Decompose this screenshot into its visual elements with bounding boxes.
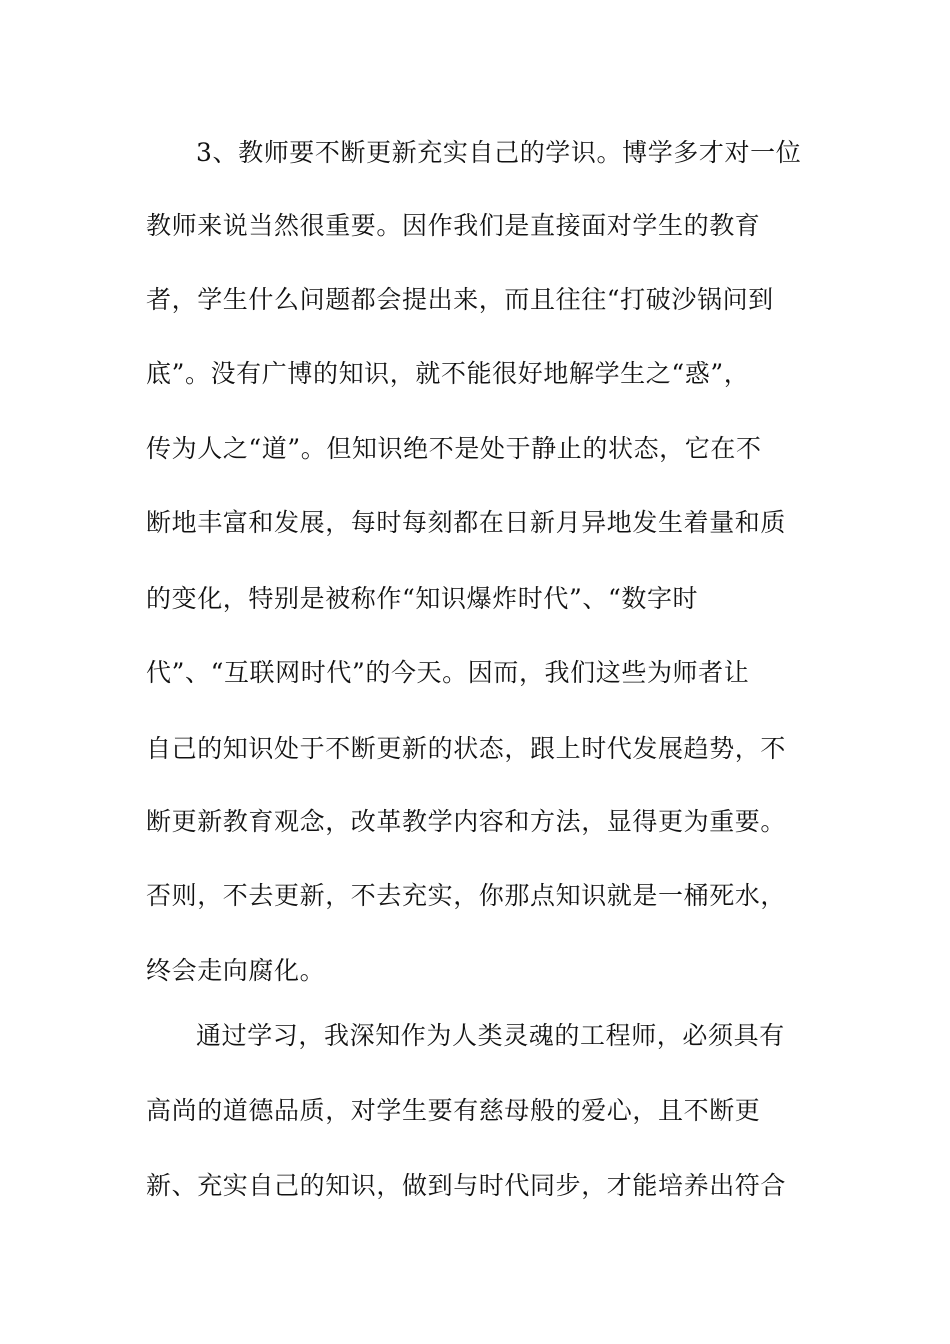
- text-line: 通过学习，我深知作为人类灵魂的工程师，必须具有: [196, 1021, 785, 1050]
- text-line: 新、充实自己的知识，做到与时代同步，才能培养出符合: [146, 1171, 787, 1200]
- text-line: 3、教师要不断更新充实自己的学识。博学多才对一位: [196, 138, 802, 167]
- text-line: 高尚的道德品质，对学生要有慈母般的爱心，且不断更: [146, 1096, 761, 1125]
- text-line: 的变化，特别是被称作“知识爆炸时代”、“数字时: [146, 584, 699, 613]
- text-line: 代”、“互联网时代”的今天。因而，我们这些为师者让: [146, 658, 750, 687]
- text-line: 教师来说当然很重要。因作我们是直接面对学生的教育: [146, 211, 761, 240]
- text-line: 自己的知识处于不断更新的状态，跟上时代发展趋势，不: [146, 734, 787, 763]
- text-line: 断更新教育观念，改革教学内容和方法，显得更为重要。: [146, 807, 787, 836]
- text-line: 断地丰富和发展，每时每刻都在日新月异地发生着量和质: [146, 508, 787, 537]
- text-line: 终会走向腐化。: [146, 956, 326, 985]
- text-line: 者，学生什么问题都会提出来，而且往往“打破沙锅问到: [146, 285, 774, 314]
- text-line: 底”。没有广博的知识，就不能很好地解学生之“惑”，: [146, 359, 750, 388]
- text-line: 传为人之“道”。但知识绝不是处于静止的状态，它在不: [146, 434, 762, 463]
- text-line: 否则，不去更新，不去充实，你那点知识就是一桶死水，: [146, 881, 787, 910]
